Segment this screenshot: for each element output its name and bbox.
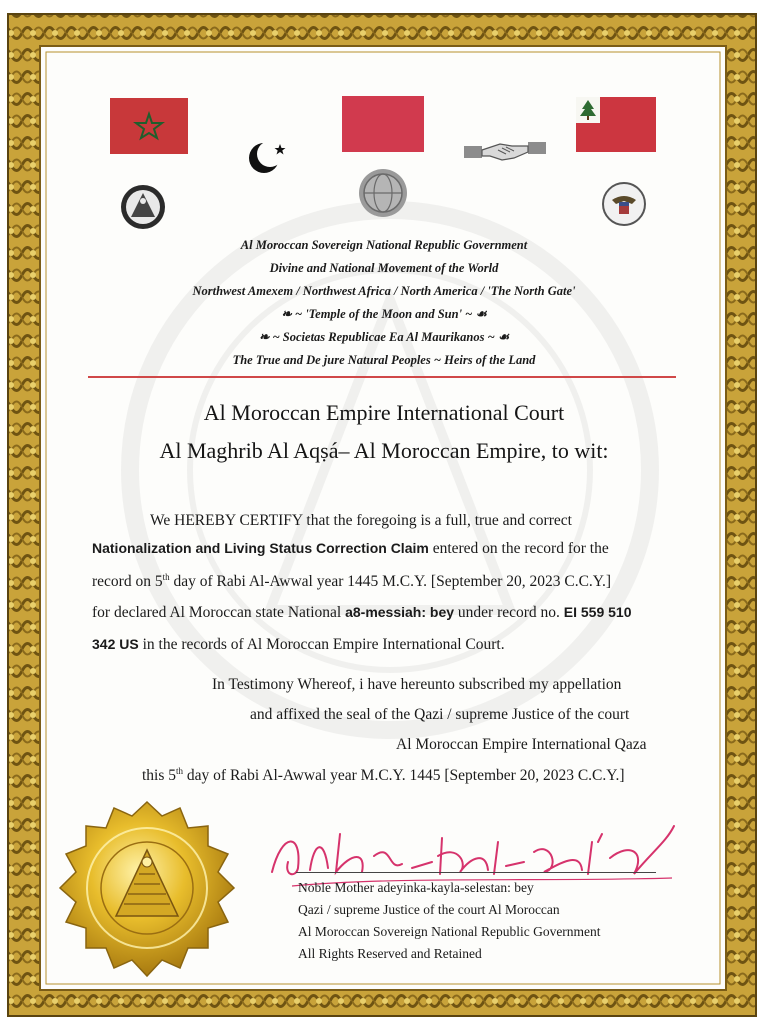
star-icon — [110, 98, 188, 154]
testimony-line-2: and affixed the seal of the Qazi / supreme Justice of the court — [250, 706, 630, 723]
testimony-line-4-b: day of Rabi Al-Awwal year M.C.Y. 1445 [September 20, 2023 C.C.Y.] — [183, 767, 625, 785]
claim-title: Nationalization and Living Status Correction Claim — [92, 540, 429, 556]
header-line-5 — [100, 326, 668, 349]
crescent-star-icon — [244, 138, 290, 178]
certify-line-3-b: day of Rabi Al-Awwal year 1445 M.C.Y. [September 20, 2023 C.C.Y.] — [169, 573, 612, 591]
certify-line-5 — [92, 636, 505, 654]
globe-seal-icon — [358, 168, 408, 218]
pine-tree-flag — [576, 97, 656, 152]
header-line-5-text: ~ Societas Republicae Ea Al Maurikanos ~ — [272, 330, 495, 344]
certify-line-4-b: under record no. — [454, 604, 564, 621]
testimony-line-1: In Testimony Whereof, i have hereunto subscribed my appellation — [212, 676, 622, 693]
certify-line-3 — [92, 572, 611, 591]
government-header — [100, 234, 668, 372]
eagle-seal-icon — [602, 182, 646, 226]
ornament-icon: ❧ — [258, 330, 273, 344]
header-line-1: Al Moroccan Sovereign National Republic Government — [240, 238, 528, 252]
signer-name: Noble Mother adeyinka-kayla-selestan: bey — [298, 880, 534, 895]
ordinal-suffix: th — [176, 766, 184, 776]
header-line-6: The True and De jure Natural Peoples ~ Heirs of the Land — [232, 353, 536, 367]
court-title: Al Moroccan Empire International Court — [203, 400, 565, 425]
certify-line-2-text: entered on the record for the — [428, 540, 609, 557]
record-number-suffix: 342 US — [92, 636, 139, 652]
header-line-4-text: ~ 'Temple of the Moon and Sun' ~ — [294, 307, 473, 321]
handshake-icon — [462, 136, 548, 166]
court-subtitle: Al Maghrib Al Aqṣá– Al Moroccan Empire, to wit: — [159, 438, 609, 463]
ornament-icon: ❧ — [281, 307, 295, 321]
pine-tree-icon — [576, 97, 600, 123]
ornament-icon: ☙ — [494, 330, 510, 344]
certify-line-2 — [92, 540, 609, 558]
gold-foil-seal — [52, 788, 242, 988]
header-line-4 — [100, 303, 668, 326]
signature-line — [296, 872, 656, 873]
header-line-3: Northwest Amexem / Northwest Africa / North America / 'The North Gate' — [192, 284, 576, 298]
national-name: a8-messiah: bey — [345, 604, 455, 620]
pyramid-seal-icon — [120, 184, 166, 230]
ordinal-suffix: th — [162, 572, 170, 582]
signer-government: Al Moroccan Sovereign National Republic Government — [298, 924, 601, 939]
rights-statement: All Rights Reserved and Retained — [298, 946, 482, 961]
moroccan-flag — [110, 98, 188, 154]
certify-line-5-text: in the records of Al Moroccan Empire International Court. — [138, 636, 505, 653]
certify-line-4-a: for declared Al Moroccan state National — [92, 604, 346, 621]
testimony-line-4-a: this 5 — [142, 767, 177, 785]
testimony-line-4 — [142, 766, 624, 785]
flag-canton — [576, 97, 600, 123]
certify-line-1: We HEREBY CERTIFY that the foregoing is a full, true and correct — [150, 512, 572, 529]
certify-line-4 — [92, 604, 632, 622]
record-number: EI 559 510 — [563, 604, 632, 620]
signer-role: Qazi / supreme Justice of the court Al Moroccan — [298, 902, 560, 917]
red-divider — [88, 376, 676, 378]
header-line-2: Divine and National Movement of the World — [269, 261, 499, 275]
certify-line-3-a: record on 5 — [92, 573, 163, 591]
red-flag — [342, 96, 424, 152]
ornament-icon: ☙ — [472, 307, 487, 321]
testimony-line-3: Al Moroccan Empire International Qaza — [396, 736, 647, 753]
